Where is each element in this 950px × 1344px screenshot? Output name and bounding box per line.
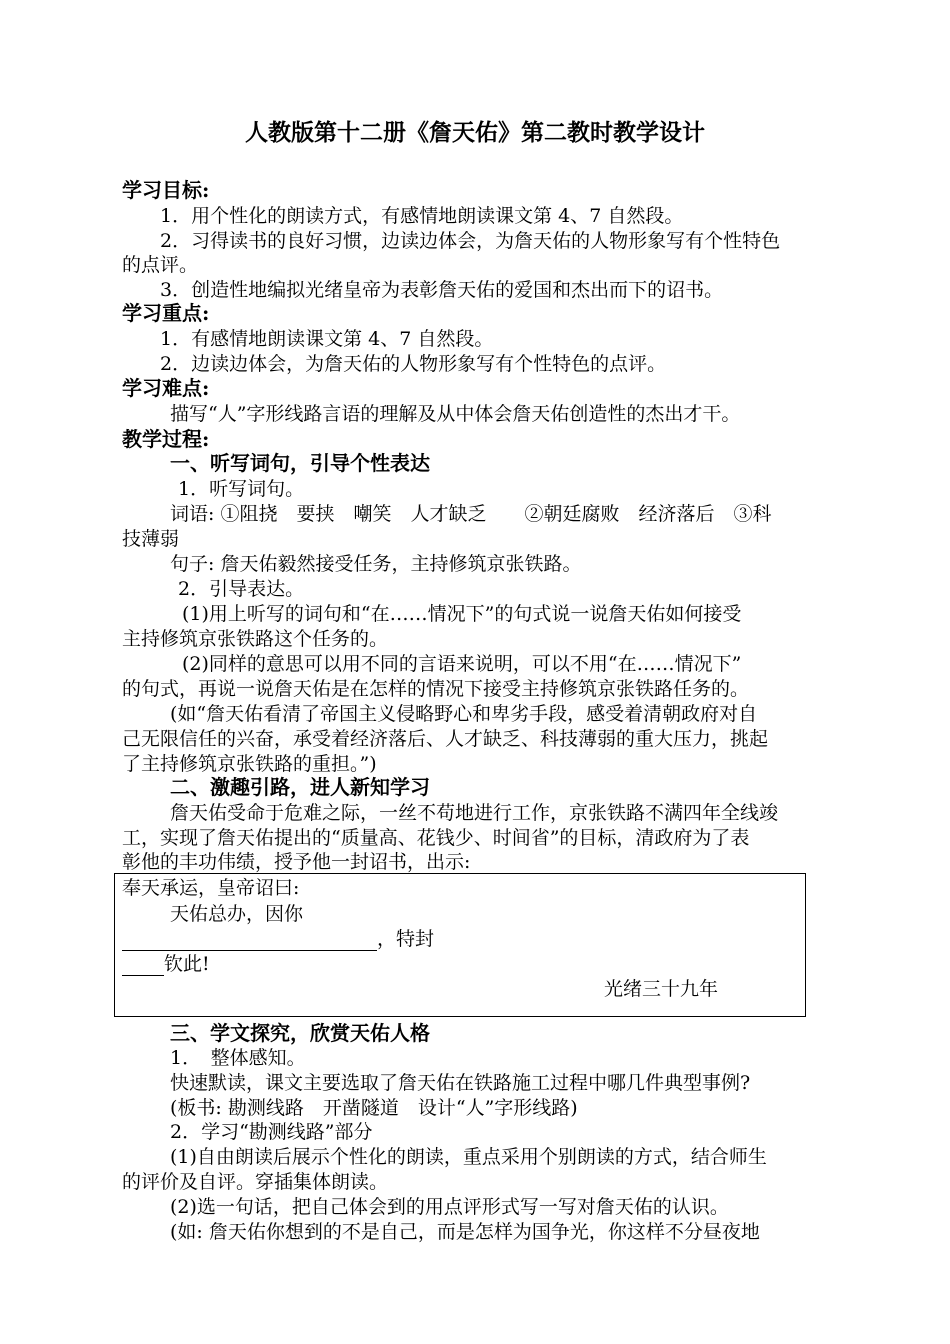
edict-line-3 <box>122 927 434 951</box>
process-heading: 教学过程: <box>122 427 210 451</box>
edict-blank-1[interactable] <box>122 930 377 951</box>
section-3-line: 的评价及自评。穿插集体朗读。 <box>122 1171 389 1193</box>
section-1-line: 词语: ①阻挠 要挟 嘲笑 人才缺乏 ②朝廷腐败 经济落后 ③科 <box>170 503 772 525</box>
key-item: 2．边读边体会，为詹天佑的人物形象写有个性特色的点评。 <box>160 353 667 375</box>
section-1-line: 句子: 詹天佑毅然接受任务，主持修筑京张铁路。 <box>170 553 582 575</box>
section-2-line: 工，实现了詹天佑提出的“质量高、花钱少、时间省”的目标，清政府为了表 <box>122 827 750 849</box>
section-1-line: 技薄弱 <box>122 528 180 550</box>
edict-blank-2[interactable] <box>122 955 164 976</box>
edict-line-1: 奉天承运，皇帝诏曰: <box>122 877 300 899</box>
document-title: 人教版第十二册《詹天佑》第二教时教学设计 <box>245 119 705 146</box>
goal-item: 2．习得读书的良好习惯，边读边体会，为詹天佑的人物形象写有个性特色 <box>160 230 781 252</box>
section-3-line: 1． 整体感知。 <box>170 1047 306 1069</box>
edict-line-4 <box>122 952 210 976</box>
section-3-line: 快速默读，课文主要选取了詹天佑在铁路施工过程中哪几件典型事例? <box>170 1072 751 1094</box>
section-2-line: 詹天佑受命于危难之际，一丝不苟地进行工作，京张铁路不满四年全线竣 <box>170 802 779 824</box>
key-item: 1．有感情地朗读课文第 4、7 自然段。 <box>160 328 494 350</box>
section-1-line: 主持修筑京张铁路这个任务的。 <box>122 628 389 650</box>
edict-line-4-suffix: 钦此! <box>164 953 210 975</box>
section-1-line: 的句式，再说一说詹天佑是在怎样的情况下接受主持修筑京张铁路任务的。 <box>122 678 750 700</box>
section-3-line: (如: 詹天佑你想到的不是自己，而是怎样为国争光，你这样不分昼夜地 <box>170 1221 760 1243</box>
section-1-line: 1．听写词句。 <box>178 478 305 500</box>
section-3-line: (1)自由朗读后展示个性化的朗读，重点采用个别朗读的方式，结合师生 <box>170 1146 767 1168</box>
section-1-heading: 一、听写词句，引导个性表达 <box>170 451 430 475</box>
goal-item: 3．创造性地编拟光绪皇帝为表彰詹天佑的爱国和杰出而下的诏书。 <box>160 279 724 301</box>
goals-heading: 学习目标: <box>122 178 210 202</box>
edict-line-3-suffix: ，特封 <box>377 928 435 950</box>
section-1-line: 了主持修筑京张铁路的重担。”) <box>122 753 377 775</box>
section-3-heading: 三、学文探究，欣赏天佑人格 <box>170 1021 430 1045</box>
goal-item-continuation: 的点评。 <box>122 254 199 276</box>
section-1-line: 2．引导表达。 <box>178 578 305 600</box>
section-1-line: (如“詹天佑看清了帝国主义侵略野心和卑劣手段，感受着清朝政府对自 <box>170 703 758 725</box>
goal-item: 1．用个性化的朗读方式，有感情地朗读课文第 4、7 自然段。 <box>160 205 684 227</box>
difficulty-heading: 学习难点: <box>122 376 210 400</box>
key-heading: 学习重点: <box>122 301 210 325</box>
section-3-line: (板书: 勘测线路 开凿隧道 设计“人”字形线路) <box>170 1097 578 1119</box>
section-3-line: 2．学习“勘测线路”部分 <box>170 1121 373 1143</box>
edict-line-2: 天佑总办，因你 <box>170 903 304 925</box>
section-1-line: (2)同样的意思可以用不同的言语来说明，可以不用“在……情况下” <box>182 653 742 675</box>
section-2-line: 彰他的丰功伟绩，授予他一封诏书，出示: <box>122 851 471 873</box>
edict-date: 光绪三十九年 <box>604 978 719 1000</box>
section-2-heading: 二、激趣引路，进人新知学习 <box>170 775 430 799</box>
difficulty-text: 描写“人”字形线路言语的理解及从中体会詹天佑创造性的杰出才干。 <box>170 403 741 425</box>
section-1-line: 己无限信任的兴奋，承受着经济落后、人才缺乏、科技薄弱的重大压力，挑起 <box>122 728 769 750</box>
section-1-line: (1)用上听写的词句和“在……情况下”的句式说一说詹天佑如何接受 <box>182 603 742 625</box>
section-3-line: (2)选一句话，把自己体会到的用点评形式写一写对詹天佑的认识。 <box>170 1196 729 1218</box>
